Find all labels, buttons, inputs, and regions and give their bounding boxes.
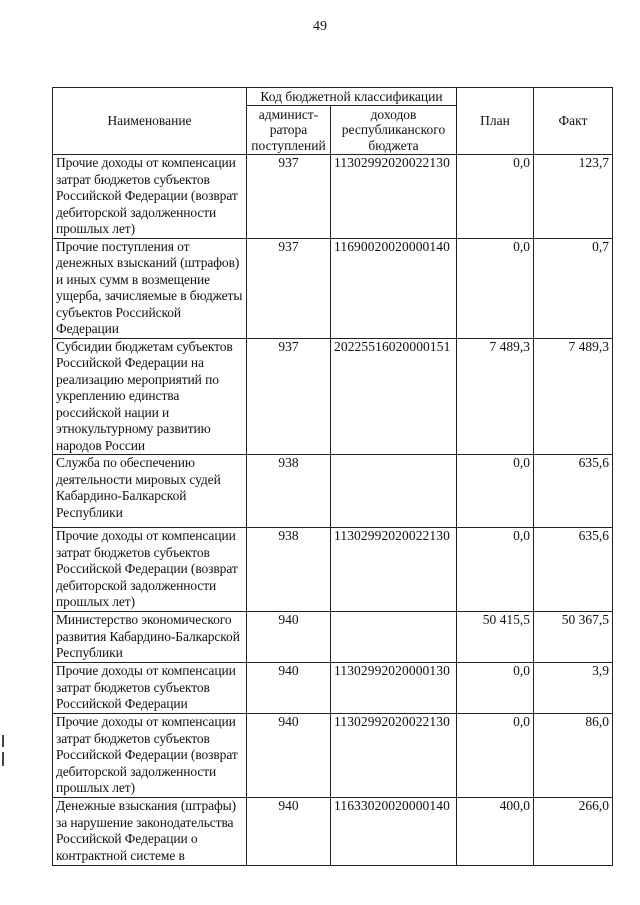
row-name: Денежные взыскания (штрафы) за нарушение законодательства Российской Федерации о контрактной системе в <box>53 798 247 866</box>
row-fact: 50 367,5 <box>534 612 613 663</box>
row-plan: 0,0 <box>457 455 534 528</box>
table-row <box>53 612 613 663</box>
row-income-code: 11690020020000140 <box>331 238 457 338</box>
row-fact: 123,7 <box>534 155 613 239</box>
row-name: Субсидии бюджетам субъектов Российской Федерации на реализацию мероприятий по укреплению единства российской нации и этнокультурному развитию народов России <box>53 338 247 455</box>
row-name: Прочие доходы от компенсации затрат бюджетов субъектов Российской Федерации (возврат дебиторской задолженности прошлых лет) <box>53 155 247 239</box>
row-name: Прочие доходы от компенсации затрат бюджетов субъектов Российской Федерации (возврат дебиторской задолженности прошлых лет) <box>53 714 247 798</box>
row-fact: 3,9 <box>534 663 613 714</box>
row-plan: 400,0 <box>457 798 534 866</box>
row-plan: 0,0 <box>457 155 534 239</box>
row-income-code <box>331 612 457 663</box>
table-row <box>53 155 613 239</box>
row-name: Прочие поступления от денежных взысканий (штрафов) и иных сумм в возмещение ущерба, зачисляемые в бюджеты субъектов Российской Федерации <box>53 238 247 338</box>
row-income-code: 11302992020022130 <box>331 155 457 239</box>
table-row <box>53 528 613 612</box>
table-row <box>53 663 613 714</box>
row-admin-code: 940 <box>247 714 331 798</box>
row-admin-code: 938 <box>247 455 331 528</box>
scan-mark <box>2 752 4 766</box>
row-income-code: 11302992020000130 <box>331 663 457 714</box>
row-income-code: 20225516020000151 <box>331 338 457 455</box>
row-income-code: 11302992020022130 <box>331 528 457 612</box>
row-name: Прочие доходы от компенсации затрат бюджетов субъектов Российской Федерации <box>53 663 247 714</box>
row-income-code: 11633020020000140 <box>331 798 457 866</box>
row-fact: 86,0 <box>534 714 613 798</box>
scan-mark <box>2 735 4 747</box>
row-plan: 7 489,3 <box>457 338 534 455</box>
row-fact: 0,7 <box>534 238 613 338</box>
row-fact: 7 489,3 <box>534 338 613 455</box>
table-row <box>53 798 613 866</box>
row-plan: 0,0 <box>457 528 534 612</box>
row-admin-code: 938 <box>247 528 331 612</box>
row-name: Прочие доходы от компенсации затрат бюджетов субъектов Российской Федерации (возврат дебиторской задолженности прошлых лет) <box>53 528 247 612</box>
row-plan: 50 415,5 <box>457 612 534 663</box>
row-name: Министерство экономического развития Кабардино-Балкарской Республики <box>53 612 247 663</box>
row-income-code <box>331 455 457 528</box>
row-admin-code: 937 <box>247 338 331 455</box>
row-name: Служба по обеспечению деятельности мировых судей Кабардино-Балкарской Республики <box>53 455 247 528</box>
budget-table <box>52 87 613 866</box>
header-code-group: Код бюджетной классификации <box>247 88 457 106</box>
row-plan: 0,0 <box>457 714 534 798</box>
header-admin: админист-ратора поступлений <box>247 106 331 155</box>
row-income-code: 11302992020022130 <box>331 714 457 798</box>
row-admin-code: 940 <box>247 663 331 714</box>
header-name: Наименование <box>53 88 247 155</box>
row-plan: 0,0 <box>457 663 534 714</box>
header-plan: План <box>457 88 534 155</box>
header-income: доходов республиканского бюджета <box>331 106 457 155</box>
header-fact: Факт <box>534 88 613 155</box>
row-plan: 0,0 <box>457 238 534 338</box>
table-row <box>53 455 613 528</box>
row-admin-code: 940 <box>247 612 331 663</box>
row-fact: 635,6 <box>534 528 613 612</box>
row-fact: 635,6 <box>534 455 613 528</box>
table-row <box>53 714 613 798</box>
row-admin-code: 937 <box>247 155 331 239</box>
table-row <box>53 338 613 455</box>
row-fact: 266,0 <box>534 798 613 866</box>
row-admin-code: 937 <box>247 238 331 338</box>
page-number: 49 <box>313 19 327 34</box>
table-row <box>53 238 613 338</box>
row-admin-code: 940 <box>247 798 331 866</box>
